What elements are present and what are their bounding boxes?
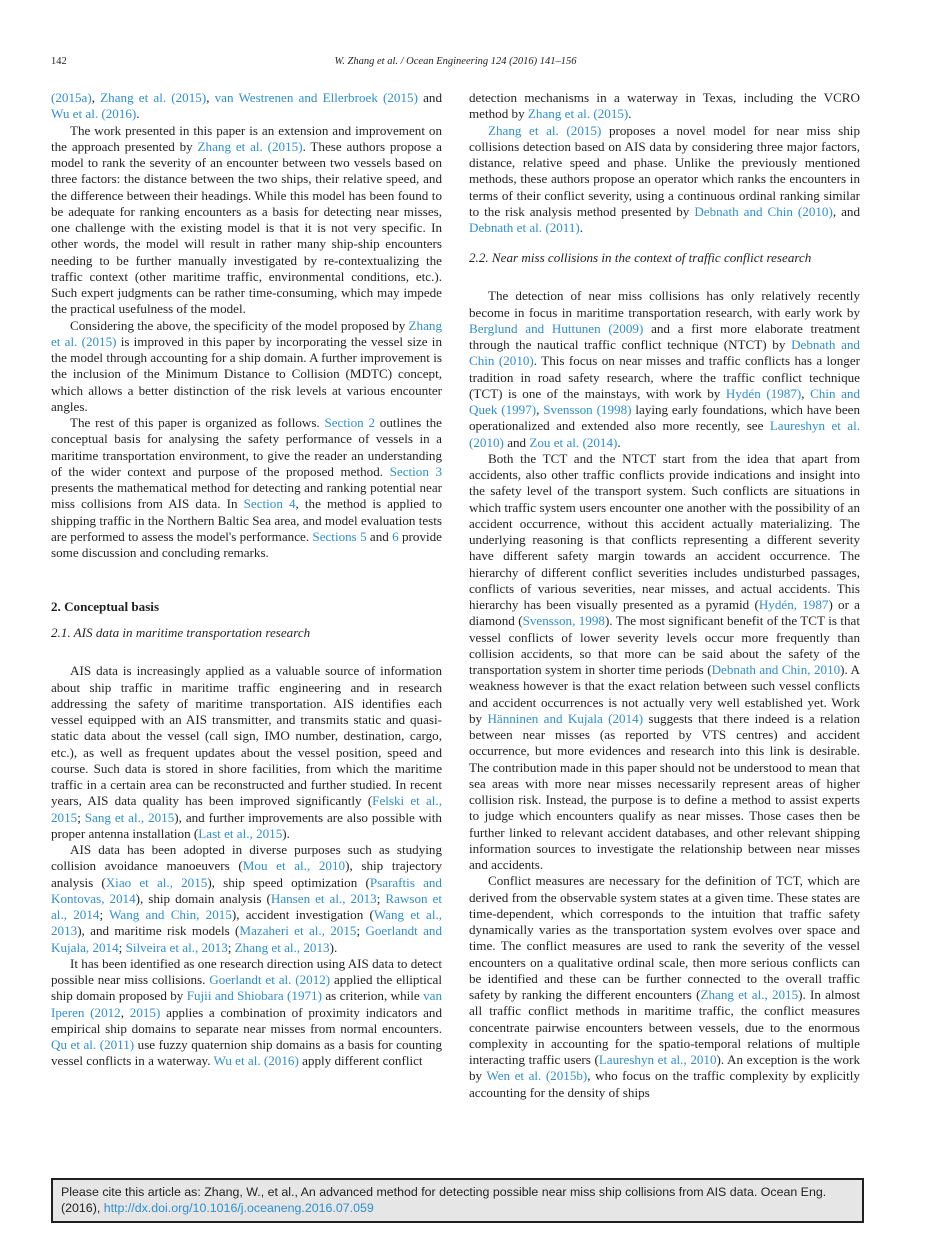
paragraph [469,873,860,1101]
citation-link[interactable]: van Westrenen and Ellerbroek (2015) [214,90,418,105]
citation-link[interactable]: Mazaheri et al., 2015 [239,923,357,939]
text-run: . [617,434,621,450]
text-run: presents the mathematical method for detecting and ranking potential near miss collisions from AIS data. In [51,480,442,512]
citation-link[interactable]: Goerlandt and Kujala, 2014 [51,923,443,955]
text-run: ), and further improvements are also possible with proper antenna installation ( [51,809,442,841]
citation-link[interactable]: Debnath et al. (2011) [469,220,580,235]
citation-link[interactable]: Section 4 [243,496,296,512]
citation-link[interactable]: Zhang et al. (2015) [488,122,602,138]
citation-link[interactable]: Wang and Chin, 2015 [109,907,232,922]
citation-link[interactable]: Xiao et al., 2015 [105,874,208,890]
paragraph [51,663,442,842]
citation-link[interactable]: Berglund and Huttunen (2009) [469,320,644,336]
citation-link[interactable]: Zhang et al. (2015) [51,317,442,349]
paragraph [51,415,442,561]
text-run: . This focus on near misses and traffic conflicts has a longer tradition in road safety research, where the traffic conflict technique (TCT) is one of the mainstays, with work by [469,353,860,401]
section-heading: 2. Conceptual basis [51,599,160,615]
citation-link[interactable]: Laureshyn et al., 2010 [598,1052,717,1067]
citation-box [51,1178,864,1223]
paragraph [469,90,860,123]
citation-link[interactable]: Silveira et al., 2013 [125,939,228,955]
text-run: , [206,90,215,105]
citation-link[interactable]: 2015) [129,1004,161,1020]
paragraph [469,451,860,874]
citation-link[interactable]: (2015a) [51,90,92,105]
text-run: and [366,528,393,544]
citation-link[interactable]: Zhang et al., 2013 [234,939,330,955]
page-number: 142 [51,56,67,67]
right-column [469,90,860,1101]
citation-link[interactable]: 6 [392,528,399,544]
citation-link[interactable]: Qu et al. (2011) [51,1037,135,1052]
citation-link[interactable]: Section 3 [389,463,442,479]
text-run: , [536,402,544,417]
citation-link[interactable]: Zhang et al., 2015 [700,987,799,1002]
text-run: AIS data has been adopted in diverse purposes such as studying collision avoidance manoeuvers ( [51,842,442,874]
citation-link[interactable]: Svensson, 1998 [522,613,605,629]
text-run: ). [329,939,338,955]
text-run: , and [832,203,861,219]
text-run: AIS data is increasingly applied as a valuable source of information about ship traffic in maritime traffic engineering and in research addressing the safety of maritime transportation. AIS identifies each vessel equipped with an AIS transmitter, and transmits static and quasi-static data about the vessel (call sign, IMO number, destination, cargo, etc.), as well as frequent updates about the vessel position, speed and course. Such data is stored in shore facilities, from which the maritime traffic in a certain area can be reconstructed and further studied. In recent years, AIS data quality has been improved significantly ( [51,663,442,809]
text-run: applies a combination of proximity indicators and empirical ship domains to separate near misses from normal encounters. [51,1004,442,1036]
text-run: ). An exception is the work by [469,1052,860,1084]
citation-link[interactable]: Fujii and Shiobara (1971) [186,988,322,1004]
text-run: , the method is applied to shipping traffic in the Northern Baltic Sea area, and model evaluation tests are performed to assess the model's performance. [51,496,442,544]
citation-link[interactable]: Debnath and Chin (2010) [469,337,860,369]
text-run: , [120,1004,130,1020]
text-run: ; [99,907,110,922]
running-header [51,56,860,70]
paragraph [51,956,442,1070]
citation-link[interactable]: Sang et al., 2015 [84,809,175,825]
paragraph [51,318,442,416]
text-run: Conflict measures are necessary for the definition of TCT, which are derived from the observable system states at a given time. These states are time-dependent, which corresponds to the intuition that traffic safety dynamically varies as the transportation system evolves over space and time. The conflict measures are used to rank the severity of the vessel encounters on a qualitative ordinal scale, then more serious conflicts can be identified and these can be further connected to the overall traffic safety by ranking the different encounters ( [469,873,860,1002]
citation-link[interactable]: Rawson et al., 2014 [51,890,442,922]
text-run: . These authors propose a model to rank the severity of an encounter between two vessels based on three factors: the distance between the two ships, their relative speed, and the difference between their headings. While this model has been found to be adequate for ranking encounters as a basis for detecting near misses, one challenge with the existing model is that it is not very specific. In other words, the model will result in rather many ship-ship encounters needing to be further manually investigated by re-contextualizing the traffic context (other maritime traffic, environmental conditions, etc.). Such expert judgments can be rather time-consuming, which may impede the practical usefulness of the model. [51,138,442,317]
citation-link[interactable]: Mou et al., 2010 [242,858,346,874]
citation-link[interactable]: Debnath and Chin, 2010 [711,662,841,677]
text-run: . [628,106,632,122]
text-run: outlines the conceptual basis for analysing the safety performance of vessels in a maritime transportation environment, to give the reader an understanding of the wider context and purpose of the proposed method. [51,415,442,479]
text-run: ; [118,939,126,955]
text-run: ; [356,923,366,939]
subsection-heading: 2.1. AIS data in maritime transportation research [51,625,311,641]
text-run: , [91,90,101,105]
text-run: laying early foundations, which have been operationalized and extended also more recently, see [469,402,861,434]
text-run: and [417,90,443,105]
citation-link[interactable]: Goerlandt et al. (2012) [209,972,331,987]
text-run: The rest of this paper is organized as follows. [70,415,325,430]
citation-link[interactable]: Wu et al. (2016) [51,106,137,122]
text-run: ), ship domain analysis ( [135,890,271,906]
citation-link[interactable]: Zhang et al. (2015) [197,138,303,154]
citation-link[interactable]: Hänninen and Kujala (2014) [487,710,644,726]
citation-link[interactable]: Zhang et al. (2015) [527,106,629,122]
text-run: ), ship speed optimization ( [207,874,370,890]
citation-link[interactable]: Hansen et al., 2013 [270,890,377,906]
text-run: The work presented in this paper is an extension and improvement on the approach presented by [51,122,442,154]
subsection-heading: 2.2. Near miss collisions in the context of traffic conflict research [469,250,812,266]
text-run: ). In almost all traffic conflict methods in maritime traffic, the conflict measures concentrate pairwise encounters between vessels, due to the enormous complexity in accounting for the spatio-temporal relations of multiple interacting traffic users ( [469,987,861,1067]
citation-link[interactable]: van Iperen (2012 [51,988,443,1020]
text-run: Considering the above, the specificity of the model proposed by [70,317,409,333]
text-run: detection mechanisms in a waterway in Texas, including the VCRO method by [469,90,860,122]
citation-link[interactable]: Psaraftis and Kontovas, 2014 [51,874,442,906]
text-run: ), ship trajectory analysis ( [51,858,442,890]
text-run: . [136,106,140,122]
citation-link[interactable]: Hydén (1987) [725,385,802,401]
citation-link[interactable]: Wen et al. (2015b) [486,1068,588,1084]
text-run: is improved in this paper by incorporating the vessel size in the model through accounting for a ship domain. A further improvement is the inclusion of the Minimum Distance to Collision (MDTC) concept, which allows a better distinction of the risk levels at various encounter angles. [51,333,442,414]
citation-link[interactable]: Last et al., 2015 [198,825,283,841]
paragraph [51,123,442,318]
paragraph [51,90,442,123]
citation-link[interactable]: Sections 5 [312,528,367,544]
text-run: ) or a diamond ( [469,597,860,629]
text-run: and [503,434,530,450]
text-run: Both the TCT and the NTCT start from the idea that apart from accidents, also other traffic conflicts provide indications and insight into the safety level of the transport system. Such conflicts are situations in which traffic system users encounter one another with the possibility of an accident occurrence, without this accident actually materializing. The underlying reasoning is that conflicts representing a different severity have different safety margin towards an accident occurrence. The hierarchy of different conflict severities includes undisturbed passages, conflicts of various severities, near misses, and actual accidents. This hierarchy has been visually presented as a pyramid ( [469,450,860,612]
text-run: , [801,385,811,401]
text-run: ). The most significant benefit of the TCT is that vessel conflicts of lower severity levels occur more frequently than collision accidents, so that more can be said about the safety of the transportation system in shorter time periods ( [469,613,860,677]
citation-link[interactable]: Svensson (1998) [543,402,632,417]
citation-link[interactable]: Chin and Quek (1997) [469,385,860,417]
text-run: ). [282,825,290,841]
left-column [51,90,442,1070]
text-run: provide some discussion and concluding remarks. [51,528,442,560]
text-run: applied the elliptical ship domain proposed by [51,972,442,1004]
text-run: , who focus on the traffic complexity by explicitly accounting for the density of ships [469,1068,860,1100]
text-run: ), accident investigation ( [231,907,374,922]
paragraph [469,123,860,237]
text-run: ; [376,890,386,906]
text-run: ; [227,939,235,955]
citation-link[interactable]: Hydén, 1987 [758,597,829,612]
text-run: use fuzzy quaternion ship domains as a basis for counting vessel conflicts in a waterway. [51,1037,442,1069]
text-run: ). A weakness however is that the exact relation between such vessel conflicts and accident occurrences is not actually very well established yet. Work by [469,662,860,726]
journal-citation-header: W. Zhang et al. / Ocean Engineering 124 (2016) 141–156 [334,56,577,67]
text-run: . [579,220,584,235]
citation-link[interactable]: Zou et al. (2014) [529,434,618,450]
text-run: proposes a novel model for near miss ship collisions detection based on AIS data by considering three major factors, distance, relative speed and phase. Unlike the previously mentioned methods, these authors propose an operator which ranks the encounters in terms of their conflict severity, using a continuous ordinal ranking similar to the risk analysis method presented by [469,122,860,219]
text-run: Please cite this article as: Zhang, W., et al., An advanced method for detecting possible near miss ship collisions from AIS data. Ocean Eng. (2016), [61,1185,827,1215]
citation-link[interactable]: Felski et al., 2015 [51,793,442,825]
citation-link[interactable]: Wang et al., 2013 [51,907,443,939]
citation-link[interactable]: Wu et al. (2016) [213,1053,299,1069]
text-run: ; [77,809,85,825]
text-run: apply different conflict [298,1053,423,1069]
citation-link[interactable]: Debnath and Chin (2010) [694,203,833,219]
citation-link[interactable]: http://dx.doi.org/10.1016/j.oceaneng.2016.07.059 [103,1201,374,1215]
text-run: The detection of near miss collisions has only relatively recently become in focus in maritime transportation research, with early work by [469,288,860,320]
text-run: and a first more elaborate treatment through the nautical traffic conflict technique (NTCT) by [469,320,860,352]
text-run: ), and maritime risk models ( [77,923,240,939]
text-run: as criterion, while [321,988,424,1004]
citation-link[interactable]: Laureshyn et al. (2010) [469,418,861,450]
paragraph [469,288,860,451]
text-run: It has been identified as one research direction using AIS data to detect possible near miss collisions. [51,955,442,987]
text-run: suggests that there indeed is a relation between near misses (as reported by VTS centres) and accident occurrence, but more evidences and research into this link is desirable. The contribution made in this paper should not be understood to mean that sea areas with more near misses necessarily represent areas of higher collision risk. Instead, the purpose is to define a method to assist experts to judge which encounters qualify as near misses. Those cases then be further linked to relevant accident databases, and other relevant shipping information sources to investigate the relationship between near misses and accidents. [469,710,861,872]
citation-link[interactable]: Zhang et al. (2015) [100,90,207,105]
citation-link[interactable]: Section 2 [324,415,376,430]
paragraph [51,842,442,956]
